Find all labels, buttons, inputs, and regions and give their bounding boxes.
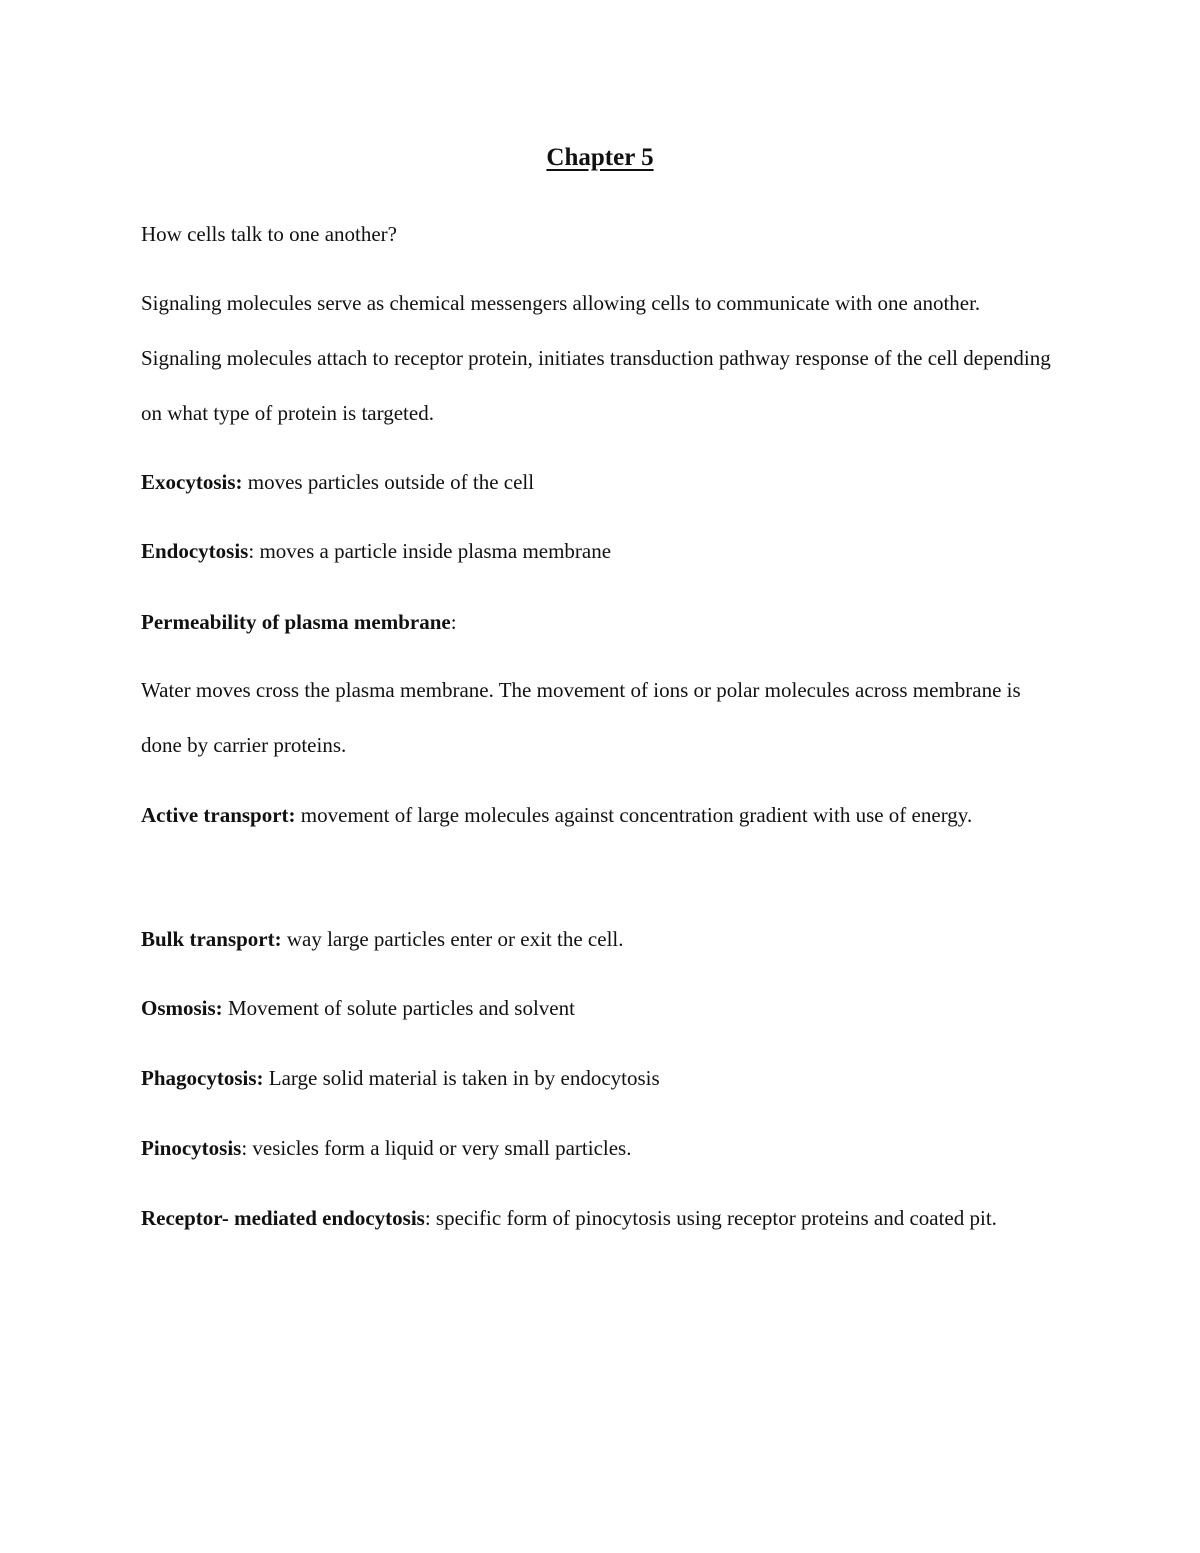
term-bulk-transport: Bulk transport:	[141, 927, 282, 951]
def-exocytosis: moves particles outside of the cell	[242, 470, 535, 494]
term-osmosis: Osmosis:	[141, 996, 223, 1020]
term-endocytosis: Endocytosis	[141, 539, 249, 563]
page-title: Chapter 5	[546, 144, 654, 171]
definition-pinocytosis	[141, 1121, 1056, 1176]
def-phagocytosis: Large solid material is taken in by endocytosis	[263, 1066, 660, 1090]
definition-receptor-mediated	[141, 1191, 1056, 1246]
term-receptor-mediated: Receptor- mediated endocytosis	[141, 1206, 425, 1230]
term-phagocytosis: Phagocytosis:	[141, 1066, 264, 1090]
definition-bulk-transport	[141, 912, 1056, 967]
term-pinocytosis: Pinocytosis	[141, 1136, 242, 1160]
definition-permeability	[141, 595, 1056, 650]
definition-osmosis	[141, 981, 1056, 1036]
water-paragraph: Water moves cross the plasma membrane. The movement of ions or polar molecules across membrane is done by carrier proteins.	[141, 678, 1021, 757]
def-bulk-transport: way large particles enter or exit the cell.	[281, 927, 624, 951]
def-osmosis: Movement of solute particles and solvent	[222, 996, 575, 1020]
term-exocytosis: Exocytosis:	[141, 470, 243, 494]
def-pinocytosis: : vesicles form a liquid or very small particles.	[241, 1136, 632, 1160]
question-line: How cells talk to one another?	[141, 222, 397, 246]
definition-phagocytosis	[141, 1051, 1056, 1106]
intro-paragraph: Signaling molecules serve as chemical messengers allowing cells to communicate with one another. Signaling molecules attach to receptor protein, initiates transduction pathway response of the cell depending on what type of protein is targeted.	[141, 291, 1051, 425]
term-permeability: Permeability of plasma membrane	[141, 610, 451, 634]
definition-active-transport	[141, 788, 1056, 843]
definition-exocytosis	[141, 455, 1056, 510]
term-active-transport: Active transport:	[141, 803, 296, 827]
definition-endocytosis	[141, 524, 1056, 579]
def-receptor-mediated: : specific form of pinocytosis using receptor proteins and coated pit.	[424, 1206, 997, 1230]
def-endocytosis: : moves a particle inside plasma membrane	[248, 539, 612, 563]
def-active-transport: movement of large molecules against concentration gradient with use of energy.	[295, 803, 973, 827]
def-permeability: :	[450, 610, 457, 634]
